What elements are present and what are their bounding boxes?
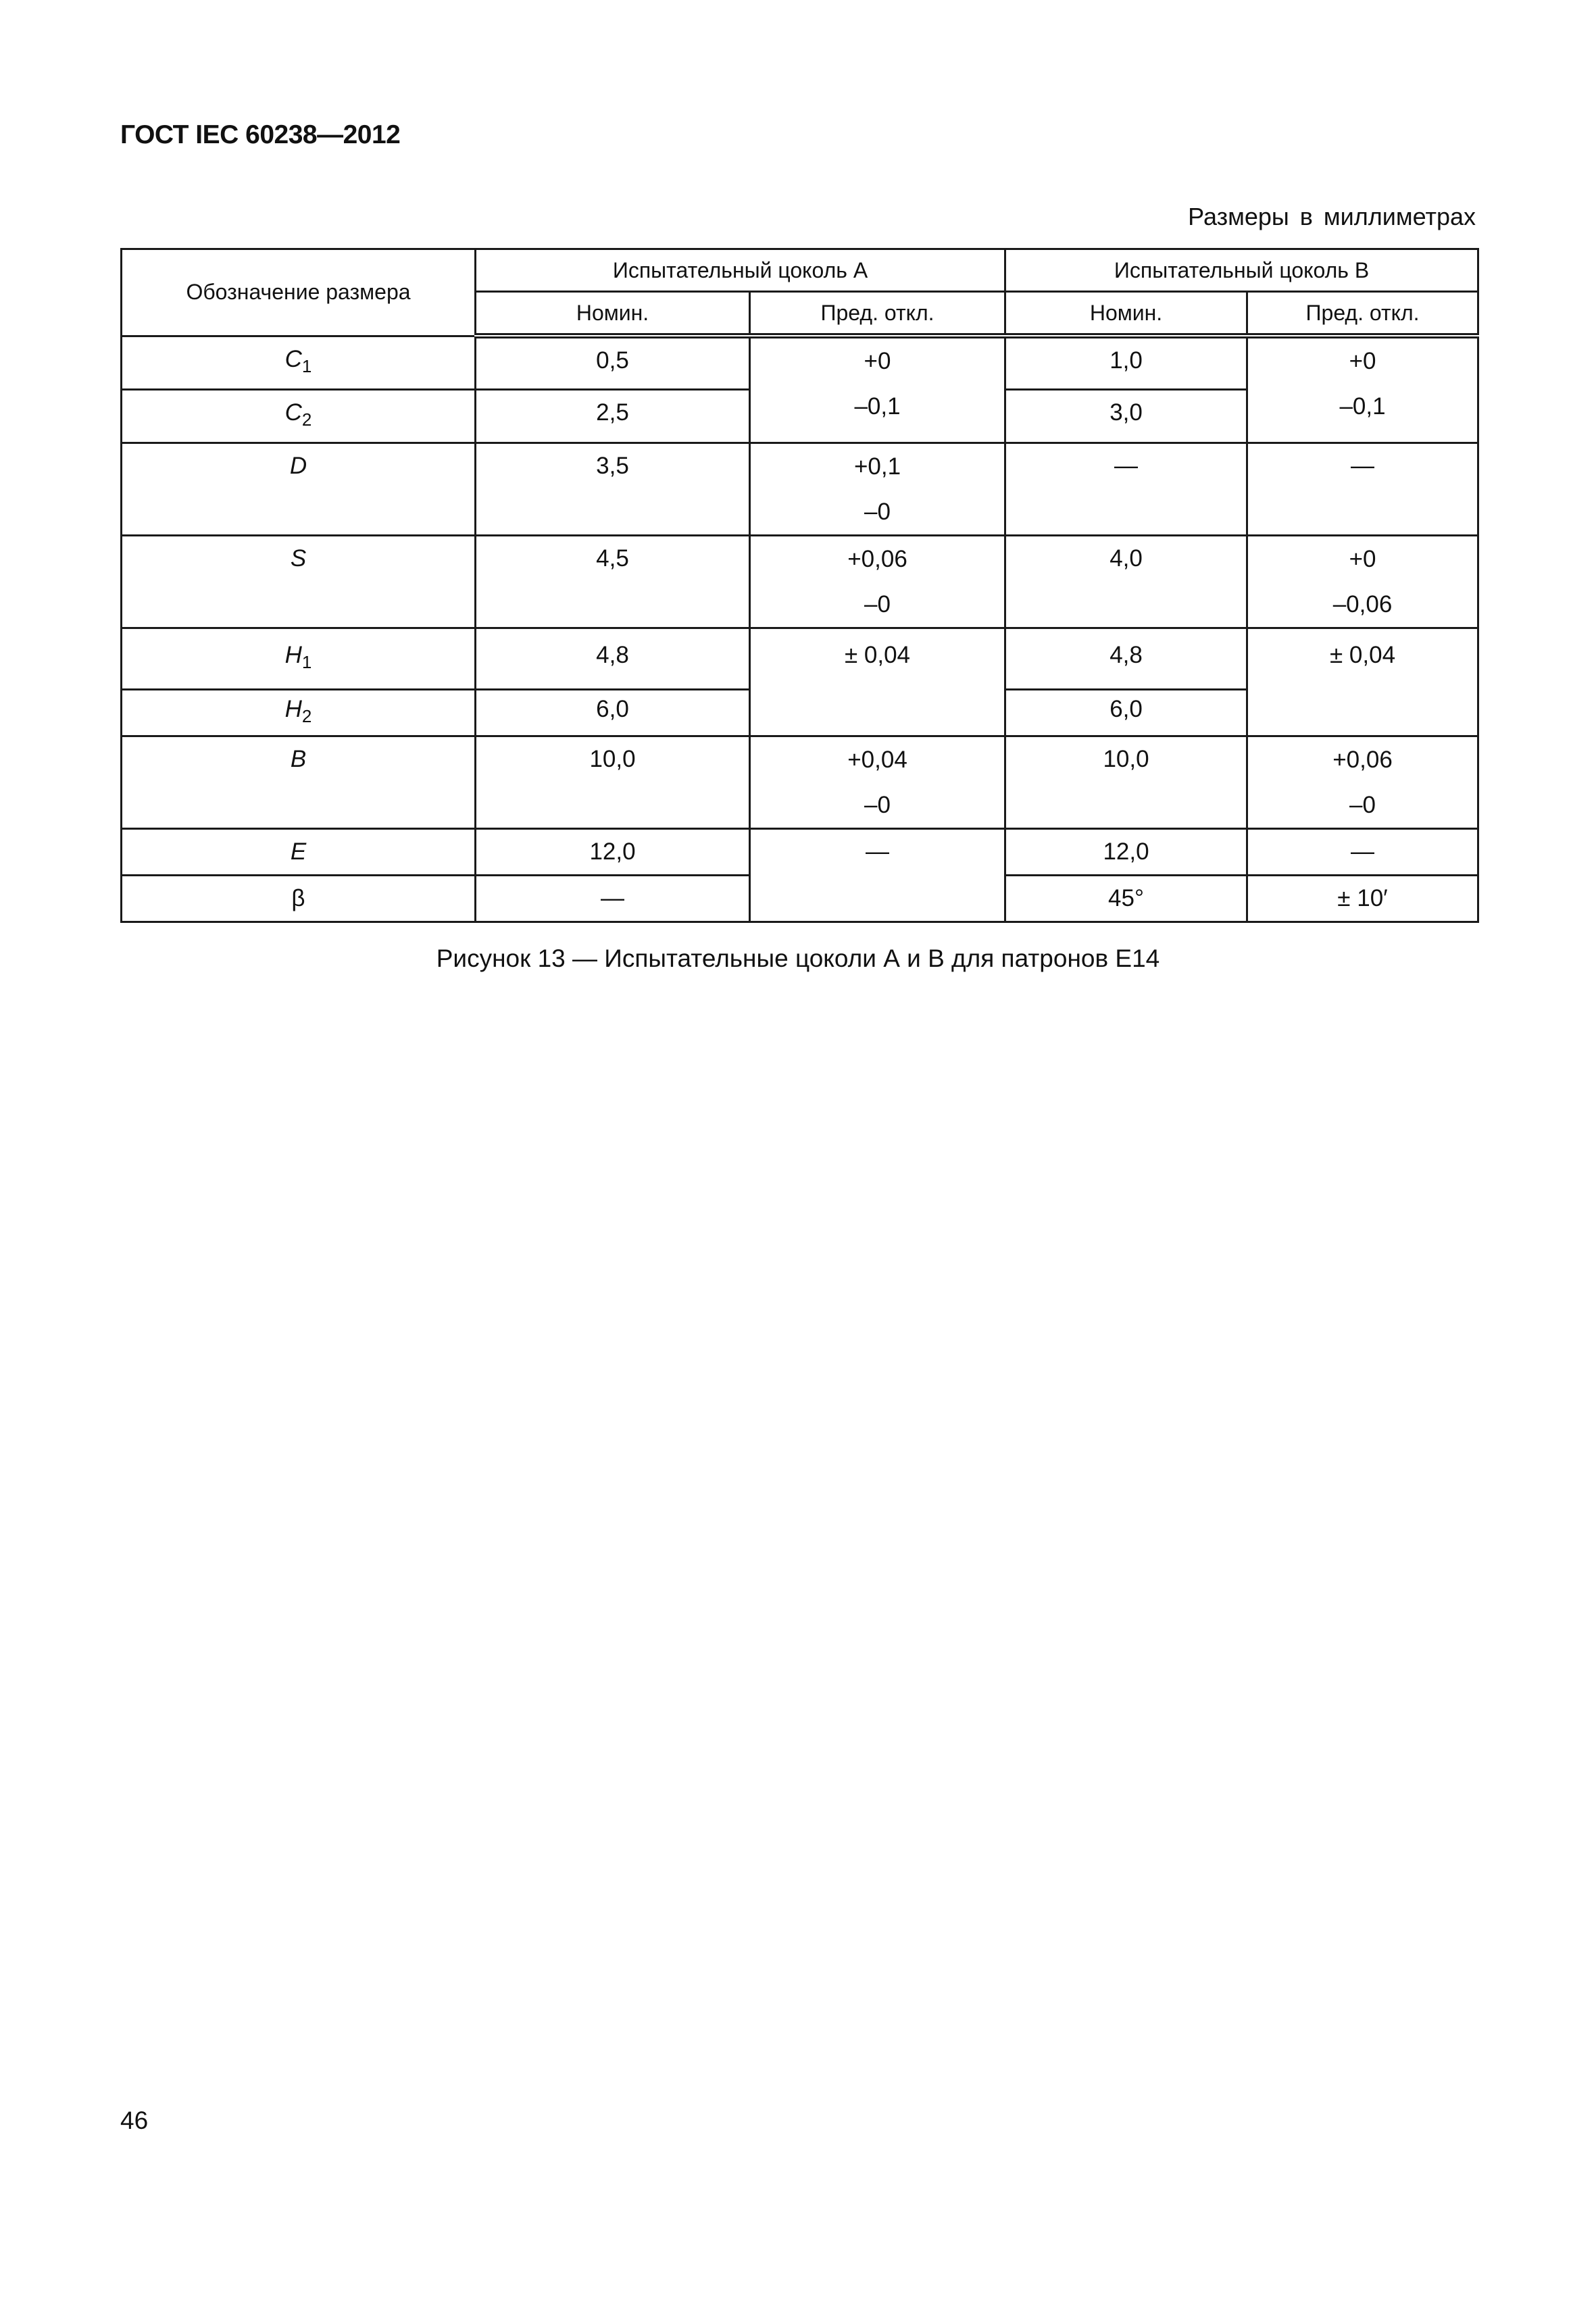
- designation-cell: [122, 875, 476, 922]
- b-nominal-cell: 4,0: [1005, 535, 1247, 628]
- b-nominal-cell: 4,8: [1005, 628, 1247, 689]
- a-nominal-cell: 2,5: [476, 389, 750, 443]
- designation-cell: [122, 628, 476, 689]
- b-tolerance-cell: [1247, 535, 1478, 628]
- a-tolerance-cell: [750, 443, 1005, 535]
- symbol-subscript: 1: [301, 651, 312, 672]
- a-nominal-cell: 3,5: [476, 443, 750, 535]
- figure-caption: Рисунок 13 — Испытательные цоколи А и В для патронов Е14: [436, 945, 1160, 972]
- tolerance-lower: –0,06: [1332, 590, 1393, 618]
- tolerance-lower: –0: [864, 498, 891, 525]
- table-row: [122, 336, 1478, 389]
- a-tolerance-cell: ± 0,04: [750, 628, 1005, 736]
- b-tolerance-cell: ± 0,04: [1247, 628, 1478, 736]
- a-tolerance-cell: [750, 336, 1005, 443]
- b-tolerance-cell: —: [1247, 828, 1478, 875]
- symbol: H: [284, 695, 302, 722]
- designation-cell: [122, 689, 476, 736]
- designation-cell: [122, 336, 476, 389]
- b-tolerance-cell: [1247, 736, 1478, 828]
- tolerance-upper: +0: [1349, 545, 1376, 572]
- symbol: β: [291, 884, 305, 911]
- b-nominal-cell: 12,0: [1005, 828, 1247, 875]
- table-row: [122, 736, 1478, 828]
- header-b-tolerance: Пред. откл.: [1247, 292, 1478, 336]
- a-nominal-cell: 4,8: [476, 628, 750, 689]
- tolerance-upper: +0,04: [847, 746, 907, 773]
- tolerance-upper: +0,06: [1332, 746, 1393, 773]
- a-tolerance-cell: [750, 736, 1005, 828]
- dimensions-table: [120, 248, 1479, 923]
- designation-cell: [122, 535, 476, 628]
- table-row: [122, 443, 1478, 535]
- b-tolerance-cell: ± 10′: [1247, 875, 1478, 922]
- designation-cell: [122, 443, 476, 535]
- tolerance-upper: +0,06: [847, 545, 907, 572]
- symbol: H: [284, 641, 302, 668]
- a-tolerance-cell: —: [750, 828, 1005, 922]
- designation-cell: [122, 736, 476, 828]
- symbol: D: [289, 452, 307, 479]
- designation-cell: [122, 389, 476, 443]
- tolerance-upper: +0,1: [853, 453, 901, 480]
- tolerance-upper: +0: [864, 348, 891, 374]
- b-tolerance-cell: [1247, 336, 1478, 443]
- page-number: 46: [120, 2107, 149, 2134]
- symbol: E: [290, 838, 307, 865]
- symbol-subscript: 1: [301, 355, 312, 376]
- tolerance-lower: –0: [1349, 791, 1376, 818]
- a-nominal-cell: 4,5: [476, 535, 750, 628]
- a-nominal-cell: 12,0: [476, 828, 750, 875]
- a-nominal-cell: 6,0: [476, 689, 750, 736]
- table-row: [122, 628, 1478, 689]
- tolerance-lower: –0: [864, 590, 891, 618]
- tolerance-upper: +0: [1349, 348, 1376, 374]
- b-nominal-cell: 45°: [1005, 875, 1247, 922]
- header-test-cap-a: Испытательный цоколь А: [476, 249, 1005, 292]
- symbol: B: [290, 745, 307, 772]
- b-tolerance-cell: —: [1247, 443, 1478, 535]
- header-a-tolerance: Пред. откл.: [750, 292, 1005, 336]
- tolerance-lower: –0,1: [1339, 393, 1386, 420]
- b-nominal-cell: —: [1005, 443, 1247, 535]
- header-designation: Обозначение размера: [122, 249, 476, 336]
- b-nominal-cell: 10,0: [1005, 736, 1247, 828]
- b-nominal-cell: 6,0: [1005, 689, 1247, 736]
- symbol-subscript: 2: [301, 409, 312, 430]
- table-row: [122, 535, 1478, 628]
- designation-cell: [122, 828, 476, 875]
- tolerance-lower: –0,1: [854, 393, 901, 420]
- symbol: C: [284, 345, 302, 372]
- table-header-row: [122, 249, 1478, 292]
- a-nominal-cell: 0,5: [476, 336, 750, 389]
- document-header: ГОСТ IEC 60238—2012: [120, 120, 401, 149]
- tolerance-lower: –0: [864, 791, 891, 818]
- header-test-cap-b: Испытательный цоколь В: [1005, 249, 1478, 292]
- a-nominal-cell: —: [476, 875, 750, 922]
- header-b-nominal: Номин.: [1005, 292, 1247, 336]
- symbol: S: [290, 545, 307, 572]
- table-row: [122, 828, 1478, 875]
- b-nominal-cell: 3,0: [1005, 389, 1247, 443]
- header-a-nominal: Номин.: [476, 292, 750, 336]
- symbol-subscript: 2: [301, 705, 312, 726]
- b-nominal-cell: 1,0: [1005, 336, 1247, 389]
- symbol: C: [284, 399, 302, 426]
- a-nominal-cell: 10,0: [476, 736, 750, 828]
- a-tolerance-cell: [750, 535, 1005, 628]
- units-note: Размеры в миллиметрах: [1188, 203, 1476, 230]
